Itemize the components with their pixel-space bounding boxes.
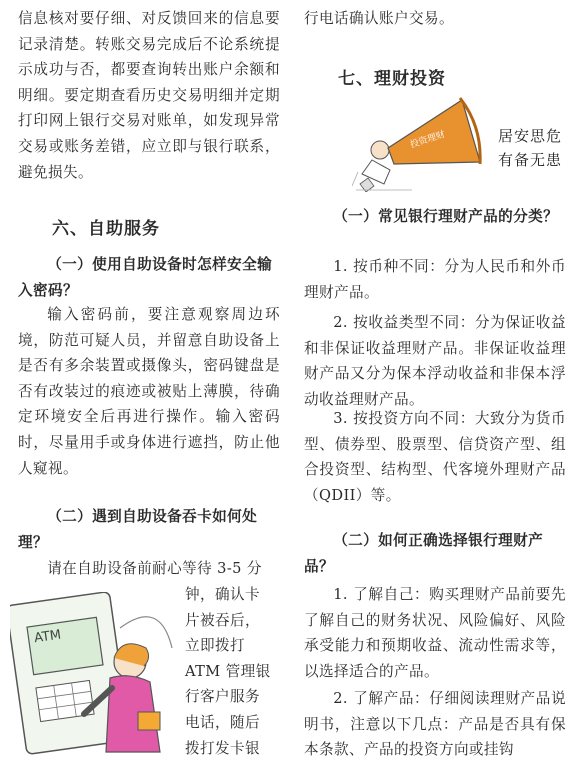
wrap-line: 行客户服务: [185, 688, 260, 706]
motto: [488, 124, 572, 172]
r1-item: 1. 按币种不同：分为人民币和外币理财产品。: [304, 258, 566, 301]
megaphone-label: 投资理财: [409, 129, 447, 151]
atm-illustration: [10, 592, 180, 762]
atm-screen-label: ATM: [33, 627, 63, 647]
wrap-line: 拨打发卡银: [185, 739, 260, 757]
motto-line-1: 居安思危: [497, 127, 562, 145]
wrap-line: 电话，随后: [185, 713, 260, 731]
motto-line-2: 有备无患: [497, 151, 562, 169]
question-1-body: 输入密码前，要注意观察周边环境，防范可疑人员，并留意自助设备上是否有多余装置或摄像头，密码键盘是否有改装过的痕迹或被贴上薄膜，待确定环境安全后再进行操作。输入密码时，尽量用手或身体进行遮挡，防止他人窥视。: [18, 306, 280, 477]
r1-item: 2. 按收益类型不同：分为保证收益和非保证收益理财产品。非保证收益理财产品又分为保本浮动收益和非保本浮动收益理财产品。: [304, 314, 566, 408]
question-r1-title: （一）常见银行理财产品的分类？: [333, 208, 559, 225]
continued-text: 行电话确认账户交易。: [304, 10, 454, 27]
paragraph-transfer-tips: 信息核对要仔细、对反馈回来的信息要记录清楚。转账交易完成后不论系统提示成功与否，都要查询转出账户余额和明细。要定期查看历史交易明细并定期打印网上银行交易对账单，如发现异常交易或账务差错，应立即与银行联系，避免损失。: [18, 10, 280, 181]
wrap-line: ATM 管理银: [185, 662, 271, 680]
question-2-wrap-text: [185, 582, 281, 761]
wrap-line: 钟，确认卡: [185, 586, 260, 603]
section-7-title: 七、理财投资: [338, 69, 446, 89]
r1-item: 3. 按投资方向不同：大致分为货币型、债券型、股票型、信贷资产型、组合投资型、结构型、代客境外理财产品（QDII）等。: [304, 410, 566, 504]
question-1-title: （一）使用自助设备时怎样安全输入密码？: [18, 256, 273, 299]
megaphone-illustration: [352, 92, 492, 192]
wrap-line: 立即拨打: [185, 637, 245, 655]
section-6-title: 六、自助服务: [52, 219, 160, 239]
wrap-line: 片被吞后，: [185, 611, 260, 629]
question-2-intro: 请在自助设备前耐心等待 3-5 分: [47, 560, 262, 577]
r2-item: 2. 了解产品：仔细阅读理财产品说明书，注意以下几点：产品是否具有保本条款、产品的投资方向或挂钩: [304, 690, 566, 759]
question-2-title: （二）遇到自助设备吞卡如何处理？: [18, 508, 258, 551]
question-r2-title: （二）如何正确选择银行理财产品？: [304, 532, 544, 575]
r2-item: 1. 了解自己：购买理财产品前要先了解自己的财务状况、风险偏好、风险承受能力和预期收益、流动性需求等，以选择适合的产品。: [304, 586, 566, 680]
